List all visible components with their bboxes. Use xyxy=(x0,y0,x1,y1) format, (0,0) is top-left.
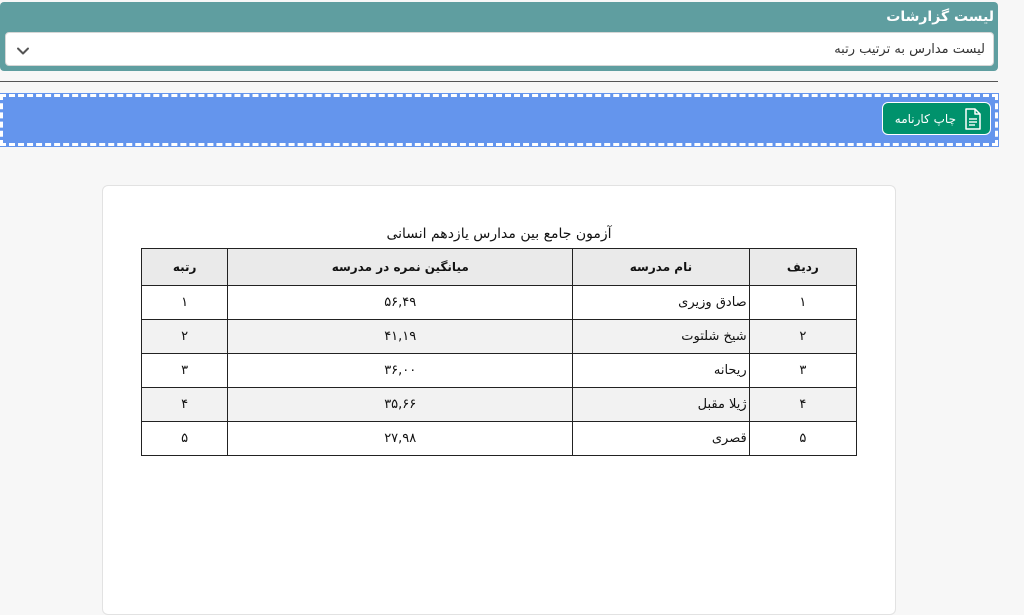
cell-rank: ۵ xyxy=(142,422,228,456)
cell-average-score: ۲۷,۹۸ xyxy=(228,422,573,456)
report-select-dropdown[interactable] xyxy=(5,32,994,66)
cell-row-number: ۱ xyxy=(749,286,856,320)
report-select-value: لیست مدارس به ترتیب رتبه xyxy=(834,42,985,57)
cell-average-score: ۵۶,۴۹ xyxy=(228,286,573,320)
chevron-down-icon[interactable] xyxy=(16,43,30,57)
cell-school-name: ژیلا مقبل xyxy=(573,388,749,422)
report-toolbar xyxy=(0,94,998,146)
document-icon xyxy=(964,108,982,130)
print-report-card-button[interactable] xyxy=(882,102,991,135)
cell-rank: ۳ xyxy=(142,354,228,388)
cell-rank: ۴ xyxy=(142,388,228,422)
report-list-panel xyxy=(0,2,998,71)
cell-average-score: ۳۵,۶۶ xyxy=(228,388,573,422)
cell-school-name: شیخ شلتوت xyxy=(573,320,749,354)
school-ranking-table xyxy=(141,248,857,456)
cell-row-number: ۲ xyxy=(749,320,856,354)
page-scrollbar-track[interactable] xyxy=(1000,0,1024,600)
cell-average-score: ۳۶,۰۰ xyxy=(228,354,573,388)
cell-school-name: صادق وزیری xyxy=(573,286,749,320)
header-rank: رتبه xyxy=(142,249,228,286)
cell-row-number: ۴ xyxy=(749,388,856,422)
table-row xyxy=(142,320,857,354)
report-title: آزمون جامع بین مدارس یازدهم انسانی xyxy=(386,226,612,242)
report-list-title: لیست گزارشات xyxy=(886,9,994,25)
header-school-name: نام مدرسه xyxy=(573,249,749,286)
table-row xyxy=(142,354,857,388)
section-divider xyxy=(0,81,998,82)
header-row-number: ردیف xyxy=(749,249,856,286)
table-row xyxy=(142,388,857,422)
cell-school-name: قصری xyxy=(573,422,749,456)
cell-average-score: ۴۱,۱۹ xyxy=(228,320,573,354)
table-header-row xyxy=(142,249,857,286)
cell-rank: ۱ xyxy=(142,286,228,320)
cell-row-number: ۳ xyxy=(749,354,856,388)
cell-rank: ۲ xyxy=(142,320,228,354)
table-row xyxy=(142,286,857,320)
print-button-label: چاپ کارنامه xyxy=(894,111,956,126)
table-row xyxy=(142,422,857,456)
cell-school-name: ریحانه xyxy=(573,354,749,388)
report-card xyxy=(102,185,896,615)
cell-row-number: ۵ xyxy=(749,422,856,456)
header-average-score: میانگین نمره در مدرسه xyxy=(228,249,573,286)
